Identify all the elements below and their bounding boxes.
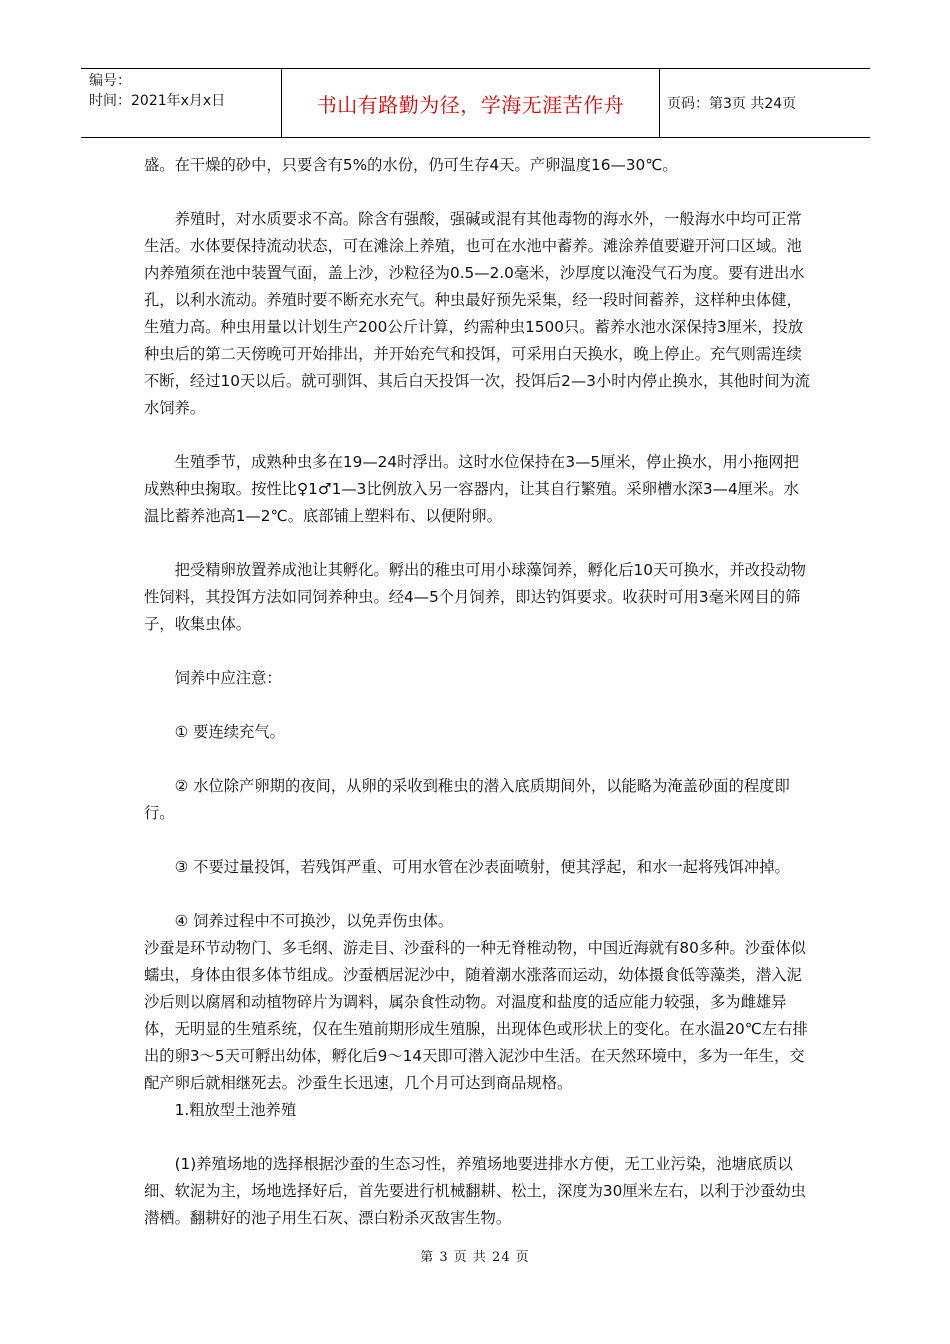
- list-item: ④ 饲养过程中不可换沙，以免弄伤虫体。: [174, 912, 454, 930]
- paragraph: 盛。在干燥的砂中，只要含有5%的水份，仍可生存4天。产卵温度16—30℃。: [144, 156, 678, 174]
- paragraph: (1)养殖场地的选择根据沙蚕的生态习性，养殖场地要进排水方便，无工业污染，池塘底质以细、软泥为主，场地选择好后，首先要进行机械翻耕、松土，深度为30厘米左右，以利于沙蚕幼虫潜栖。翻耕好的池子用生石灰、漂白粉杀灭敌害生物。: [144, 1155, 806, 1227]
- paragraph: 养殖时，对水质要求不高。除含有强酸，强碱或混有其他毒物的海水外，一般海水中均可正常生活。水体要保持流动状态，可在滩涂上养殖，也可在水池中蓄养。滩涂养值要避开河口区域。池内养殖须在池中装置气面，盖上沙，沙粒径为0.5—2.0毫米，沙厚度以淹没气石为度。要有进出水孔，以利水流动。养殖时要不断充水充气。种虫最好预先采集，经一段时间蓄养，这样种虫体健，生殖力高。种虫用量以计划生产200公斤计算，约需种虫1500只。蓄养水池水深保持3厘米，投放种虫后的第二天傍晚可开始排出，并开始充气和投饵，可采用白天换水，晚上停止。充气则需连续不断，经过10天以后。就可驯饵、其后白天投饵一次，投饵后2—3小时内停止换水，其他时间为流水饲养。: [144, 210, 811, 417]
- header-divider: [659, 69, 660, 137]
- list-item: ② 水位除产卵期的夜间，从卵的采收到稚虫的潜入底质期间外，以能略为淹盖砂面的程度即行。: [144, 777, 790, 822]
- paragraph: 沙蚕是环节动物门、多毛纲、游走目、沙蚕科的一种无脊椎动物，中国近海就有80多种。沙蚕体似蠕虫，身体由很多体节组成。沙蚕栖居泥沙中，随着潮水涨落而运动，幼体摄食低等藻类，潜入泥沙后则以腐屑和动植物碎片为调料，属杂食性动物。对温度和盐度的适应能力较强，多为雌雄异体，无明显的生殖系统，仅在生殖前期形成生殖腺，出现体色或形状上的变化。在水温20℃左右排出的卵3～5天可孵出幼体，孵化后9～14天即可潜入泥沙中生活。在天然环境中，多为一年生，交配产卵后就相继死去。沙蚕生长迅速，几个月可达到商品规格。: [144, 939, 808, 1092]
- header-meta: [89, 71, 279, 111]
- list-item: ③ 不要过量投饵，若残饵严重、可用水管在沙表面喷射，便其浮起，和水一起将残饵冲掉。: [174, 858, 790, 876]
- document-number-label: 编号：: [89, 73, 131, 89]
- header-motto: 书山有路勤为径，学海无涯苦作舟: [316, 92, 625, 117]
- page-footer: 第 3 页 共 24 页: [420, 1250, 530, 1265]
- header-page-info: 页码：第3页 共24页: [667, 96, 797, 112]
- paragraph: 把受精卵放置养成池让其孵化。孵出的稚虫可用小球藻饲养，孵化后10天可换水，并改投动物性饲料，其投饵方法如同饲养种虫。经4—5个月饲养，即达钓饵要求。收获时可用3毫米网目的筛子，收集虫体。: [144, 561, 806, 633]
- document-body: [144, 152, 814, 1232]
- paragraph: 生殖季节，成熟种虫多在19—24时浮出。这时水位保持在3—5厘米，停止换水，用小拖网把成熟种虫掬取。按性比♀1♂1—3比例放入另一容器内，让其自行繁殖。采卵槽水深3—4厘米。水温比蓄养池高1—2℃。底部铺上塑料布、以便附卵。: [144, 453, 799, 525]
- paragraph: 饲养中应注意：: [174, 669, 282, 687]
- page-header: [81, 68, 870, 138]
- section-heading: 1.粗放型土池养殖: [174, 1101, 297, 1119]
- list-item: ① 要连续充气。: [174, 723, 285, 741]
- document-date-label: 时间：2021年x月x日: [89, 93, 226, 109]
